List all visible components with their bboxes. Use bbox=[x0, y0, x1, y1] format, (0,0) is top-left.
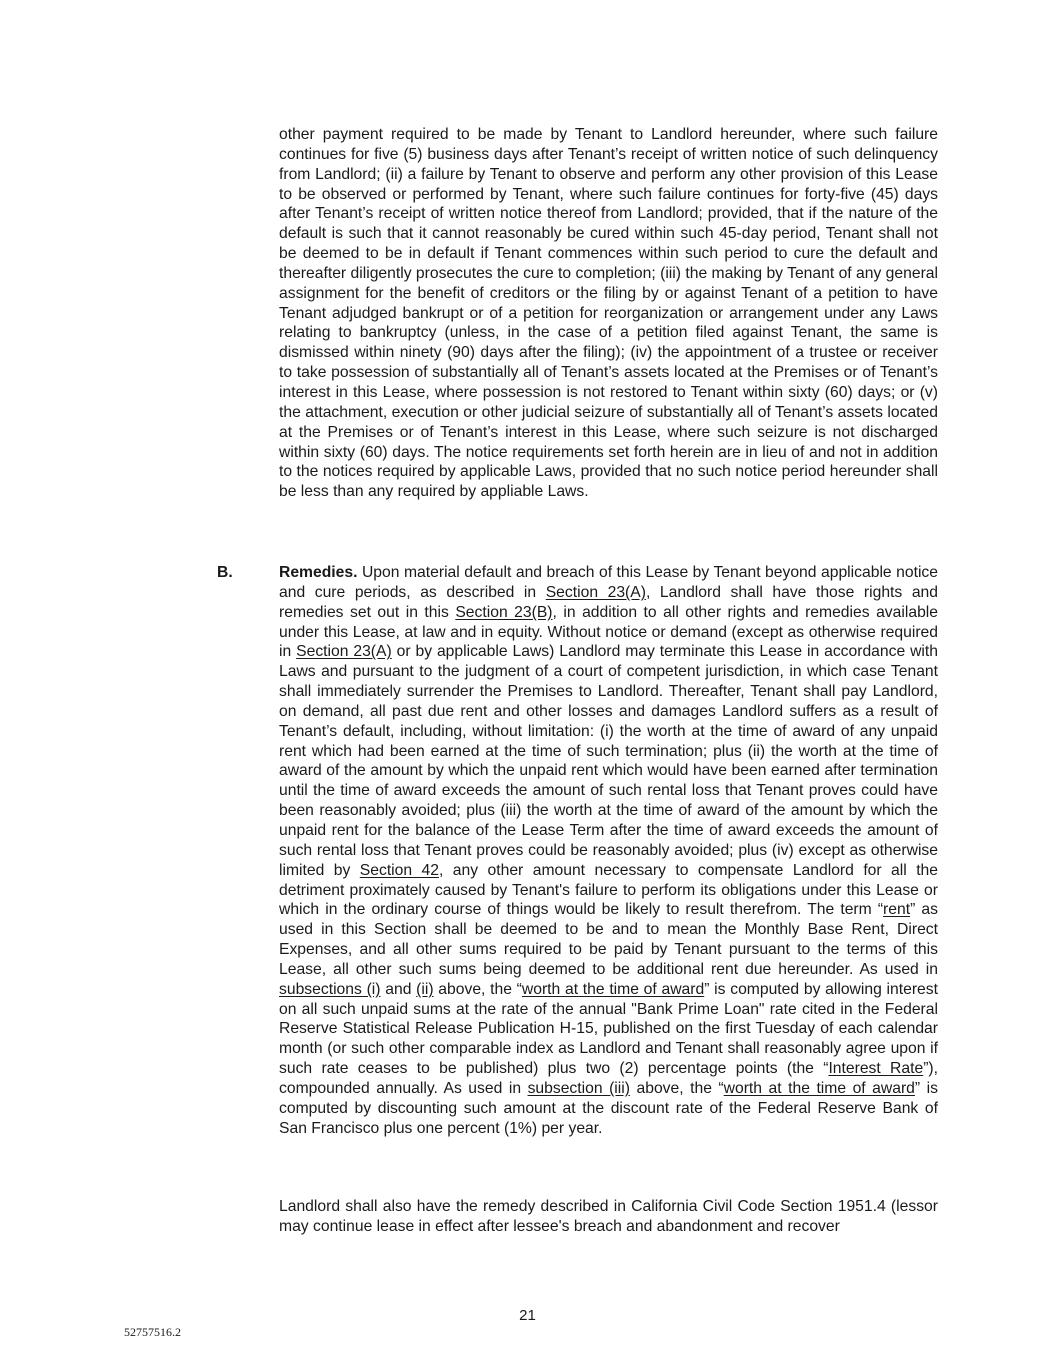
defined-term: Interest Rate bbox=[828, 1060, 924, 1078]
section-reference: subsection (iii) bbox=[527, 1079, 630, 1097]
defined-term: worth at the time of award bbox=[521, 980, 705, 998]
section-reference: Section 23(A) bbox=[296, 643, 392, 661]
paragraph-text: , any other amount necessary to compensate Landlord for all the detriment proximately caused by Tenant's failure to perform its obligations under this Lease or which in the ordinary course of things would be likely to result therefrom. The term “ bbox=[279, 861, 938, 919]
paragraph-text: other payment required to be made by Tenant to Landlord hereunder, where such failure continues for five (5) business days after Tenant’s receipt of written notice of such delinquency from Landlord; (ii) a failure by Tenant to observe and perform any other provision of this Lease to be observed or performed by Tenant, where such failure continues for forty-five (45) days after Tenant’s receipt of written notice thereof from Landlord; provided, that if the nature of the default is such that it cannot reasonably be cured within such 45-day period, Tenant shall not be deemed to be in default if Tenant commences within such period to cure the default and thereafter diligently prosecutes the cure to completion; (iii) the making by Tenant of any general assignment for the benefit of creditors or the filing by or against Tenant of a petition to have Tenant adjudged bankrupt or of a petition for reorganization or arrangement under any Laws relating to bankruptcy (unless, in the case of a petition filed against Tenant, the same is dismissed within ninety (90) days after the filing); (iv) the appointment of a trustee or receiver to take possession of substantially all of Tenant’s assets located at the Premises or of Tenant’s interest in this Lease, where possession is not restored to Tenant within sixty (60) days; or (v) the attachment, execution or other judicial seizure of substantially all of Tenant’s assets located at the Premises or of Tenant’s interest in this Lease, where such seizure is not discharged within sixty (60) days. The notice requirements set forth herein are in lieu of and not in addition to the notices required by applicable Laws, provided that no such notice period hereunder shall be less than any required by appliable Laws. bbox=[279, 126, 938, 501]
paragraph-text: or by applicable Laws) Landlord may terminate this Lease in accordance with Laws and pursuant to the judgment of a court of competent jurisdiction, in which case Tenant shall immediately surrender the Premises to Landlord. Thereafter, Tenant shall pay Landlord, on demand, all past due rent and other losses and damages Landlord suffers as a result of Tenant’s default, including, without limitation: (i) the worth at the time of award of any unpaid rent which had been earned at the time of such termination; plus (ii) the worth at the time of award of the amount by which the unpaid rent which would have been earned after termination until the time of award exceeds the amount of such rental loss that Tenant proves could have been reasonably avoided; plus (iii) the worth at the time of award of the amount by which the unpaid rent for the balance of the Lease Term after the time of award exceeds the amount of such rental loss that Tenant proves could be reasonably avoided; plus (iv) except as otherwise limited by bbox=[279, 643, 939, 879]
paragraph-text: ”), compounded annually. As used in bbox=[279, 1060, 939, 1097]
section-reference: Section 42 bbox=[359, 861, 439, 879]
paragraph-text: ” is computed by discounting such amount at the discount rate of the Federal Reserve Bank of San Francisco plus one percent (1%) per year. bbox=[279, 1079, 938, 1137]
default-events-paragraph bbox=[279, 125, 938, 502]
paragraph-text: above, the “ bbox=[433, 980, 522, 998]
section-reference: (ii) bbox=[416, 980, 434, 998]
page-number: 21 bbox=[519, 1307, 536, 1324]
section-reference: subsections (i) bbox=[279, 980, 381, 998]
paragraph-text: above, the “ bbox=[629, 1079, 724, 1097]
section-heading: Remedies. bbox=[279, 564, 358, 581]
paragraph-text: , Landlord shall have those rights and remedies set out in this bbox=[279, 583, 939, 621]
paragraph-text: , in addition to all other rights and remedies available under this Lease, at law and in equity. Without notice or demand (except as otherwise required in bbox=[279, 603, 938, 661]
paragraph-text: and bbox=[380, 980, 417, 998]
paragraph-text: Upon material default and breach of this Lease by Tenant beyond applicable notice and cure periods, as described in bbox=[279, 564, 938, 601]
document-id: 52757516.2 bbox=[124, 1325, 181, 1339]
paragraph-text: ” as used in this Section shall be deemed to be and to mean the Monthly Base Rent, Direct Expenses, and all other sums required to be paid by Tenant pursuant to the terms of this Lease, all other such sums being deemed to be additional rent due hereunder. As used in bbox=[279, 901, 938, 978]
additional-remedy-paragraph bbox=[279, 1197, 938, 1237]
remedies-paragraph bbox=[279, 563, 938, 1138]
section-reference: Section 23(B) bbox=[455, 603, 553, 621]
defined-term: rent bbox=[883, 901, 911, 919]
paragraph-text: ” is computed by allowing interest on all such unpaid sums at the rate of the annual "Bank Prime Loan" rate cited in the Federal Reserve Statistical Release Publication H-15, published on the first Tuesday of each calendar month (or such other comparable index as Landlord and Tenant shall reasonably agree upon if such rate ceases to be published) plus two (2) percentage points (the “ bbox=[279, 980, 938, 1078]
defined-term: worth at the time of award bbox=[723, 1079, 915, 1097]
section-marker: B. bbox=[217, 564, 233, 581]
section-reference: Section 23(A) bbox=[545, 583, 646, 601]
paragraph-text: Landlord shall also have the remedy described in California Civil Code Section 1951.4 (lessor may continue lease in effect after lessee's breach and abandonment and recover bbox=[279, 1198, 938, 1235]
